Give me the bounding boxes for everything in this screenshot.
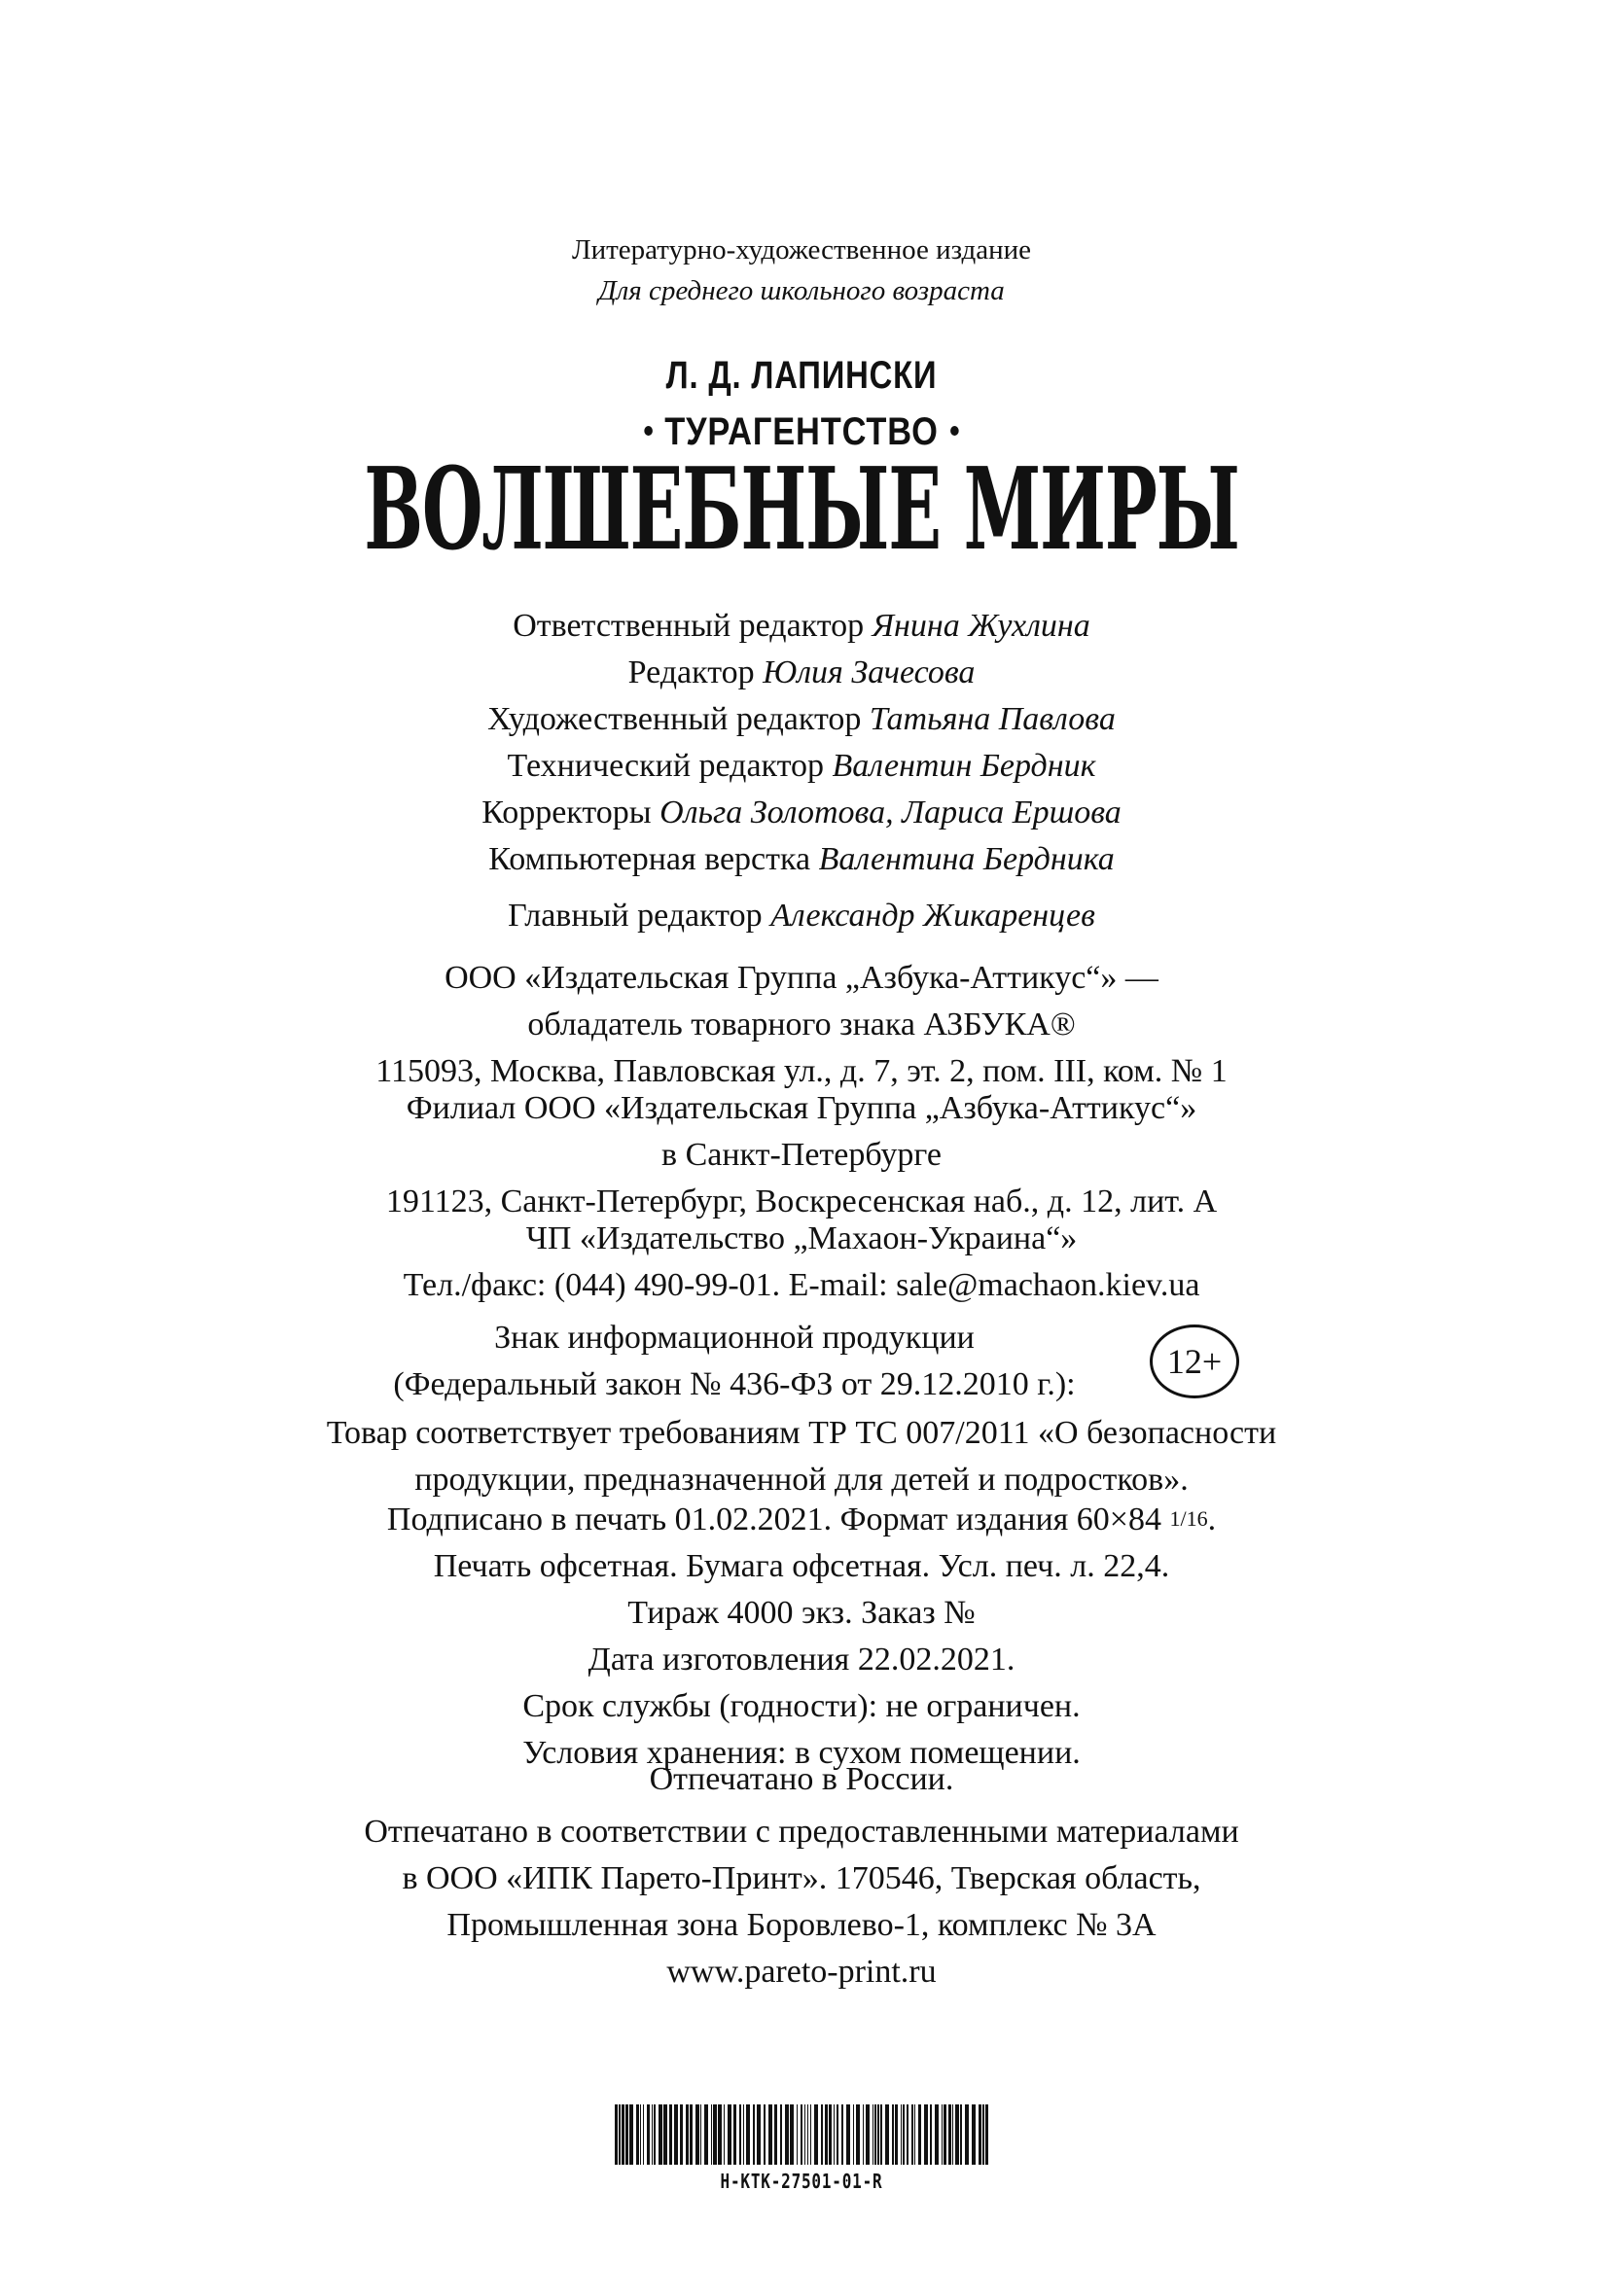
credit-line [0,696,1603,743]
series-title-text: ТУРАГЕНТСТВО [664,410,939,453]
format-end: . [1207,1501,1217,1537]
barcode-bar [924,2104,928,2165]
barcode-bar [724,2104,725,2165]
barcode-bar [960,2104,962,2165]
printer-address: Промышленная зона Боровлево-1, комплекс № 3А [446,1907,1157,1943]
barcode-bar [774,2104,777,2165]
barcode-bar [790,2104,794,2165]
barcode-bar [663,2104,667,2165]
branch-address: 191123, Санкт-Петербург, Воскресенская наб., д. 12, лит. А [385,1183,1218,1219]
barcode-bar [948,2104,951,2165]
credit-line [0,790,1603,836]
dot-ornament-right [950,426,959,436]
barcode-bar [690,2104,693,2165]
dot-ornament-left [645,426,654,436]
credit-name: Янина Жухлина [872,608,1090,644]
printed-in [0,1756,1603,1803]
printer-line: в ООО «ИПК Парето-Принт». 170546, Тверская область, [402,1860,1201,1896]
barcode-bar [780,2104,782,2165]
branch-line: в Санкт-Петербурге [661,1137,942,1173]
chief-editor-name: Александр Жикаренцев [770,898,1095,934]
printer-info [0,1809,1603,1996]
barcode-bar [636,2104,639,2165]
barcode-bar [982,2104,984,2165]
barcode-bar [930,2104,932,2165]
credit-role: Художественный редактор [487,701,862,737]
barcode-bar [619,2104,621,2165]
barcode-bar [834,2104,835,2165]
barcode-bar [753,2104,755,2165]
barcode-bar [695,2104,699,2165]
ukraine-info [0,1216,1603,1309]
barcode-bar [700,2104,701,2165]
edition-header [0,230,1603,311]
print-run: Тираж 4000 экз. Заказ № [627,1595,976,1631]
printer-line: Отпечатано в соответствии с предоставленными материалами [364,1814,1239,1850]
barcode-bar [746,2104,750,2165]
barcode-bar [807,2104,808,2165]
barcode-bar [825,2104,828,2165]
shelf-life: Срок службы (годности): не ограничен. [522,1688,1081,1724]
barcode-bar [640,2104,641,2165]
credit-role: Корректоры [481,795,652,830]
barcode-bar [952,2104,953,2165]
barcode-bar [903,2104,905,2165]
age-group: Для среднего школьного возраста [598,275,1005,306]
barcode-bar [885,2104,889,2165]
branch-info [0,1085,1603,1225]
barcode-bar [652,2104,653,2165]
barcode-bar [680,2104,683,2165]
barcode-bar [643,2104,644,2165]
barcode [0,2104,1603,2194]
barcode-bar [985,2104,988,2165]
barcode-bar [615,2104,618,2165]
print-details [0,1496,1603,1777]
barcode-bar [625,2104,628,2165]
publisher-address: 115093, Москва, Павловская ул., д. 7, эт. 2, пом. III, ком. № 1 [375,1053,1228,1089]
barcode-bar [892,2104,894,2165]
barcode-bar [841,2104,843,2165]
ukraine-line: ЧП «Издательство „Махаон-Украина“» [525,1220,1078,1256]
credit-line [0,836,1603,883]
edition-type: Литературно-художественное издание [571,234,1032,265]
barcode-bar [972,2104,976,2165]
manufacture-date: Дата изготовления 22.02.2021. [588,1642,1015,1678]
barcode-bar [979,2104,981,2165]
publisher-info [0,955,1603,1095]
barcode-bar [743,2104,744,2165]
barcode-bar [895,2104,898,2165]
barcode-bar [814,2104,818,2165]
barcode-bar [821,2104,823,2165]
barcode-bar [713,2104,717,2165]
barcode-bar [711,2104,712,2165]
publisher-line: обладатель товарного знака АЗБУКА® [527,1007,1076,1042]
barcode-bar [686,2104,689,2165]
credit-name: Татьяна Павлова [869,701,1116,737]
barcode-bar [914,2104,915,2165]
barcode-bar [757,2104,761,2165]
chief-editor-line [0,893,1603,939]
barcode-bar [647,2104,650,2165]
credit-name: Ольга Золотова, Лариса Ершова [659,795,1122,830]
format-fraction: 1/16 [1169,1506,1208,1531]
author-name: Л. Д. ЛАПИНСКИ [665,354,938,397]
barcode-bar [942,2104,943,2165]
barcode-bars [607,2104,996,2165]
age-rating-badge: 12+ [1150,1325,1239,1398]
barcode-bar [880,2104,882,2165]
age-rating-line: Знак информационной продукции [494,1320,975,1356]
compliance-info [0,1410,1603,1503]
credit-line [0,603,1603,650]
book-title-block [0,350,1603,578]
barcode-bar [674,2104,678,2165]
age-rating-text [331,1315,1138,1408]
barcode-bar [801,2104,802,2165]
credit-role: Компьютерная верстка [488,841,811,877]
barcode-bar [629,2104,633,2165]
credit-name: Валентин Бердник [832,748,1096,784]
barcode-bar [659,2104,662,2165]
barcode-bar [739,2104,741,2165]
storage-conditions: Условия хранения: в сухом помещении. [522,1735,1081,1771]
chief-editor-role: Главный редактор [508,898,763,934]
barcode-bar [918,2104,921,2165]
age-rating-law: (Федеральный закон № 436-ФЗ от 29.12.2010 г.): [393,1366,1076,1402]
barcode-bar [877,2104,879,2165]
barcode-bar [907,2104,908,2165]
barcode-bar [797,2104,798,2165]
chief-editor [0,893,1603,939]
barcode-bar [718,2104,722,2165]
barcode-code: H-KTK-27501-01-R [720,2170,883,2193]
barcode-bar [944,2104,946,2165]
printed-in-line: Отпечатано в России. [649,1761,954,1797]
credit-role: Ответственный редактор [513,608,865,644]
credit-name: Юлия Зачесова [763,654,976,690]
barcode-bar [728,2104,731,2165]
barcode-bar [856,2104,860,2165]
barcode-bar [965,2104,969,2165]
barcode-bar [901,2104,902,2165]
print-signed [0,1496,1603,1543]
printer-website: www.pareto-print.ru [666,1954,937,1990]
barcode-bar [785,2104,789,2165]
credit-line [0,650,1603,696]
barcode-bar [810,2104,811,2165]
credit-line [0,743,1603,790]
compliance-line: продукции, предназначенной для детей и подростков». [414,1462,1189,1498]
barcode-bar [911,2104,913,2165]
barcode-bar [622,2104,624,2165]
barcode-bar [874,2104,876,2165]
main-title: ВОЛШЕБНЫЕ МИРЫ [364,443,1239,576]
barcode-bar [768,2104,772,2165]
ukraine-contacts: Тел./факс: (044) 490-99-01. E-mail: sale@machaon.kiev.ua [403,1267,1200,1303]
print-signed-text: Подписано в печать 01.02.2021. Формат издания 60×84 [386,1501,1161,1537]
barcode-bar [704,2104,708,2165]
print-paper: Печать офсетная. Бумага офсетная. Усл. печ. л. 22,4. [433,1548,1170,1584]
branch-line: Филиал ООО «Издательская Группа „Азбука-Аттикус“» [406,1090,1197,1126]
credit-name: Валентина Бердника [818,841,1115,877]
barcode-bar [764,2104,766,2165]
barcode-bar [837,2104,838,2165]
credit-role: Технический редактор [507,748,825,784]
barcode-bar [863,2104,864,2165]
barcode-bar [829,2104,832,2165]
barcode-bar [935,2104,939,2165]
barcode-bar [866,2104,870,2165]
barcode-bar [804,2104,805,2165]
barcode-bar [846,2104,850,2165]
barcode-bar [853,2104,854,2165]
barcode-bar [669,2104,672,2165]
barcode-bar [654,2104,656,2165]
barcode-bar [955,2104,959,2165]
credits-list [0,603,1603,883]
age-rating [0,1315,1603,1412]
barcode-bar [733,2104,736,2165]
credit-role: Редактор [627,654,755,690]
compliance-line: Товар соответствует требованиям ТР ТС 007/2011 «О безопасности [326,1415,1277,1451]
publisher-line: ООО «Издательская Группа „Азбука-Аттикус“» — [445,960,1158,996]
